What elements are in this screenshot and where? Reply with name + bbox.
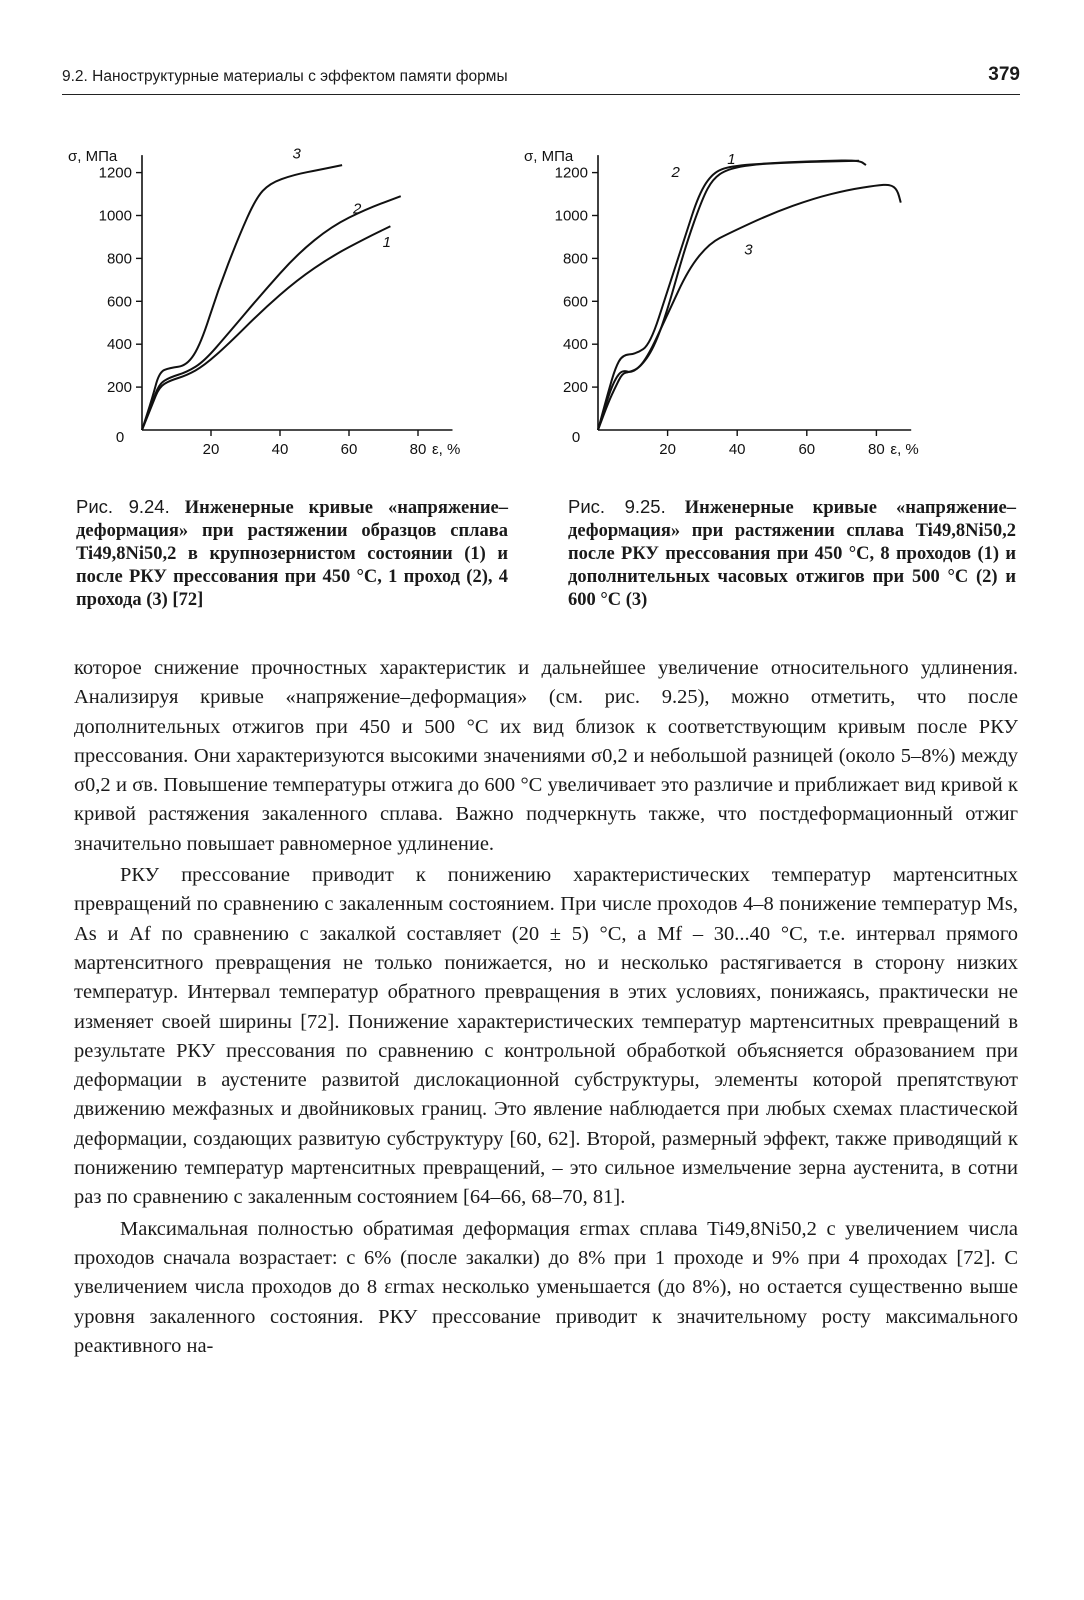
caption-figure-9-24 xyxy=(76,495,508,612)
series-label-1: 1 xyxy=(382,233,391,251)
caption-text: Инженерные кривые «напряжение–деформация» при растяжении образцов сплава Ti49,8Ni50,2 в крупнозернистом состоянии (1) и после РКУ прессования при 450 °С, 1 проход (2), 4 прохода (3) [72] xyxy=(76,498,508,610)
x-tick-label: 80 xyxy=(409,441,427,458)
y-tick-label: 600 xyxy=(106,293,132,311)
series-line-3 xyxy=(598,185,901,430)
y-tick-label: 600 xyxy=(562,293,588,311)
y-tick-label: 800 xyxy=(562,250,588,268)
series-label-2: 2 xyxy=(671,163,680,181)
chart-right xyxy=(524,114,958,464)
paragraph: РКУ прессование приводит к понижению характеристических температур мартенситных превращений по сравнению с закаленным состоянием. При числе проходов 4–8 понижение температур Ms, As и Af по сравнению с закалкой составляет (20 ± 5) °С, а Mf – 30...40 °С, т.е. интервал прямого мартенситного превращения не только понижается, но и несколько растягивается в сторону низких температур. Интервал температур обратного превращения в этих условиях, понижаясь, практически не изменяет своей ширины [72]. Понижение характеристических температур мартенситных превращений в результате РКУ прессования по сравнению с контрольной обработкой объясняется образованием при деформации в аустените развитой дислокационной субструктуры, элементы которой препятствуют движению межфазных и двойниковых границ. Это явление наблюдается при любых схемах пластической деформации, создающих развитую субструктуру [60, 62]. Второй, размерный эффект, также приводящий к понижению температур мартенситных превращений, – это сильное измельчение зерна аустенита, в сотни раз по сравнению с закаленным состоянием [64–66, 68–70, 81]. xyxy=(74,864,1018,1209)
y-tick-label: 400 xyxy=(106,336,132,354)
y-tick-label: 1000 xyxy=(98,207,132,225)
caption-label: Рис. 9.25. xyxy=(568,496,666,517)
caption-label: Рис. 9.24. xyxy=(76,496,170,517)
x-tick-label: 40 xyxy=(728,441,746,458)
series-line-2 xyxy=(142,196,401,430)
x-tick-label: 40 xyxy=(271,441,289,458)
caption-figure-9-25 xyxy=(568,495,1016,612)
page-number: 379 xyxy=(988,64,1020,85)
figure-9-24 xyxy=(58,114,478,464)
body-text xyxy=(74,654,1018,1361)
series-label-2: 2 xyxy=(353,200,362,218)
origin-label: 0 xyxy=(115,429,125,446)
series-label-3: 3 xyxy=(744,241,753,259)
x-axis-label: ε, % xyxy=(432,441,461,458)
y-tick-label: 200 xyxy=(562,379,588,397)
figure-9-25 xyxy=(524,114,958,464)
x-tick-label: 20 xyxy=(202,441,220,458)
series-line-1 xyxy=(142,226,390,430)
x-tick-label: 60 xyxy=(340,441,358,458)
series-label-1: 1 xyxy=(727,150,736,168)
x-axis-label: ε, % xyxy=(890,441,919,458)
caption-text: Инженерные кривые «напряжение–деформация» при растяжении сплава Ti49,8Ni50,2 после РКУ прессования при 450 °С, 8 проходов (1) и дополнительных часовых отжигов при 500 °С (2) и 600 °С (3) xyxy=(568,498,1016,610)
paragraph: которое снижение прочностных характеристик и дальнейшее увеличение относительного удлинения. Анализируя кривые «напряжение–деформация» (см. рис. 9.25), можно отметить, что после дополнительных отжигов при 450 и 500 °С их вид близок к соответствующим кривым после РКУ прессования. Они характеризуются высокими значениями σ0,2 и небольшой разницей (около 5–8%) между σ0,2 и σв. Повышение температуры отжига до 600 °С увеличивает это различие и приближает вид кривой к кривой растяжения закаленного сплава. Важно подчеркнуть также, что постдеформационный отжиг значительно повышает равномерное удлинение. xyxy=(74,657,1018,855)
chart-left xyxy=(58,114,478,464)
y-tick-label: 1200 xyxy=(98,164,132,182)
series-line-3 xyxy=(142,165,342,430)
y-tick-label: 1200 xyxy=(554,164,588,182)
y-tick-label: 400 xyxy=(562,336,588,354)
section-title: 9.2. Наноструктурные материалы с эффектом памяти формы xyxy=(62,68,508,85)
x-tick-label: 20 xyxy=(659,441,676,458)
series-line-2 xyxy=(598,160,866,430)
paragraph: Максимальная полностью обратимая деформация εrmax сплава Ti49,8Ni50,2 с увеличением числа проходов сначала возрастает: с 6% (после закалки) до 8% при 1 проходе и 9% при 4 проходах [72]. С увеличением числа проходов до 8 εrmax несколько уменьшается (до 8%), но остается существенно выше уровня закаленного состояния. РКУ прессование приводит к значительному росту максимального реактивного на- xyxy=(74,1217,1018,1357)
series-label-3: 3 xyxy=(292,145,301,163)
y-tick-label: 200 xyxy=(106,379,132,397)
origin-label: 0 xyxy=(571,429,581,446)
series-line-1 xyxy=(598,161,859,430)
y-tick-label: 1000 xyxy=(554,207,588,225)
x-tick-label: 60 xyxy=(798,441,816,458)
running-header xyxy=(62,64,1020,95)
y-axis-label: σ, МПа xyxy=(68,148,118,166)
y-tick-label: 800 xyxy=(106,250,132,268)
y-axis-label: σ, МПа xyxy=(524,148,574,166)
x-tick-label: 80 xyxy=(868,441,885,458)
